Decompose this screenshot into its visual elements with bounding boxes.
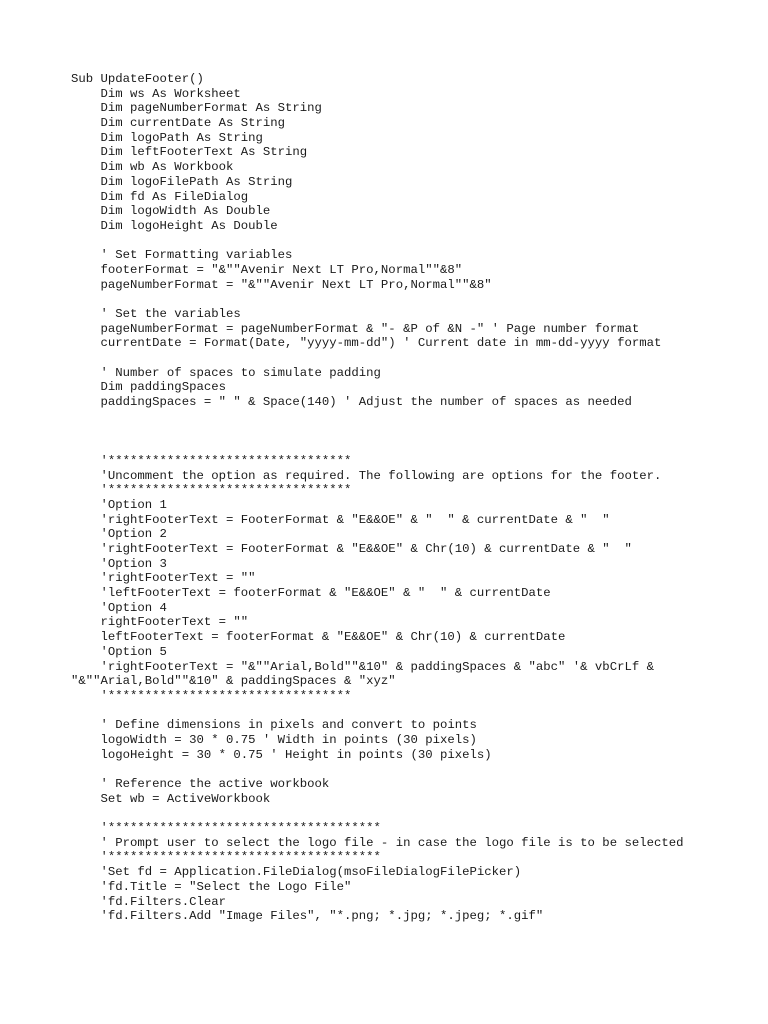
code-line: '************************************* <box>71 850 381 865</box>
code-line: 'Option 5 <box>71 644 167 659</box>
code-line: pageNumberFormat = pageNumberFormat & "- &P of &N -" ' Page number format <box>71 321 640 336</box>
code-line: Dim ws As Worksheet <box>71 86 241 101</box>
code-line: 'Option 2 <box>71 527 167 542</box>
code-block <box>71 72 684 924</box>
code-line: 'Uncomment the option as required. The following are options for the footer. <box>71 468 662 483</box>
code-line <box>71 762 684 777</box>
code-line: Dim leftFooterText As String <box>71 145 308 160</box>
code-line: '********************************* <box>71 688 352 703</box>
code-line: Sub UpdateFooter() <box>71 72 204 86</box>
code-line: Dim paddingSpaces <box>71 380 226 395</box>
code-line: Dim logoHeight As Double <box>71 218 278 233</box>
code-line: 'rightFooterText = "&""Arial,Bold""&10" & paddingSpaces & "abc" '& vbCrLf & <box>71 659 654 674</box>
code-line: footerFormat = "&""Avenir Next LT Pro,Normal""&8" <box>71 262 463 277</box>
code-line: ' Set the variables <box>71 307 241 321</box>
code-line: logoHeight = 30 * 0.75 ' Height in points (30 pixels) <box>71 747 492 762</box>
code-line: rightFooterText = "" <box>71 615 249 630</box>
code-line: 'fd.Title = "Select the Logo File" <box>71 879 352 894</box>
code-line: ' Prompt user to select the logo file - in case the logo file is to be selected <box>71 835 684 850</box>
code-line: '********************************* <box>71 453 352 468</box>
code-line: ' Reference the active workbook <box>71 777 330 791</box>
code-line: 'rightFooterText = "" <box>71 571 256 586</box>
code-line: 'leftFooterText = footerFormat & "E&&OE" & " " & currentDate <box>71 586 551 601</box>
code-line <box>71 351 684 366</box>
code-line <box>71 439 684 454</box>
code-line: Dim wb As Workbook <box>71 160 234 175</box>
code-line: paddingSpaces = " " & Space(140) ' Adjust the number of spaces as needed <box>71 395 632 410</box>
code-line: "&""Arial,Bold""&10" & paddingSpaces & "xyz" <box>71 674 396 689</box>
code-line: ' Define dimensions in pixels and convert to points <box>71 718 477 733</box>
code-line: 'rightFooterText = FooterFormat & "E&&OE" & " " & currentDate & " " <box>71 512 610 527</box>
code-line: 'Set fd = Application.FileDialog(msoFileDialogFilePicker) <box>71 865 522 880</box>
code-line: 'Option 4 <box>71 600 167 615</box>
code-line: '********************************* <box>71 483 352 498</box>
code-line: logoWidth = 30 * 0.75 ' Width in points (30 pixels) <box>71 732 477 747</box>
code-line <box>71 410 684 425</box>
code-line <box>71 806 684 821</box>
code-line: Dim currentDate As String <box>71 116 286 131</box>
code-line: Dim fd As FileDialog <box>71 189 249 204</box>
code-line <box>71 425 684 440</box>
code-line: Dim pageNumberFormat As String <box>71 101 322 116</box>
code-line: Dim logoFilePath As String <box>71 174 293 189</box>
code-line: Dim logoWidth As Double <box>71 204 271 219</box>
code-line: pageNumberFormat = "&""Avenir Next LT Pro,Normal""&8" <box>71 277 492 292</box>
code-line: currentDate = Format(Date, "yyyy-mm-dd") ' Current date in mm-dd-yyyy format <box>71 336 662 351</box>
code-line: leftFooterText = footerFormat & "E&&OE" & Chr(10) & currentDate <box>71 630 566 645</box>
code-line: 'Option 3 <box>71 556 167 571</box>
code-line: Set wb = ActiveWorkbook <box>71 791 271 806</box>
code-line <box>71 292 684 307</box>
code-line: 'fd.Filters.Clear <box>71 894 226 909</box>
code-line <box>71 234 684 249</box>
code-line: 'rightFooterText = FooterFormat & "E&&OE" & Chr(10) & currentDate & " " <box>71 542 632 556</box>
code-line: ' Set Formatting variables <box>71 248 293 263</box>
code-line: ' Number of spaces to simulate padding <box>71 365 381 380</box>
code-line <box>71 704 684 719</box>
code-line: '************************************* <box>71 821 381 836</box>
code-line: 'fd.Filters.Add "Image Files", "*.png; *.jpg; *.jpeg; *.gif" <box>71 909 544 924</box>
code-line: 'Option 1 <box>71 497 167 512</box>
code-line: Dim logoPath As String <box>71 130 263 145</box>
